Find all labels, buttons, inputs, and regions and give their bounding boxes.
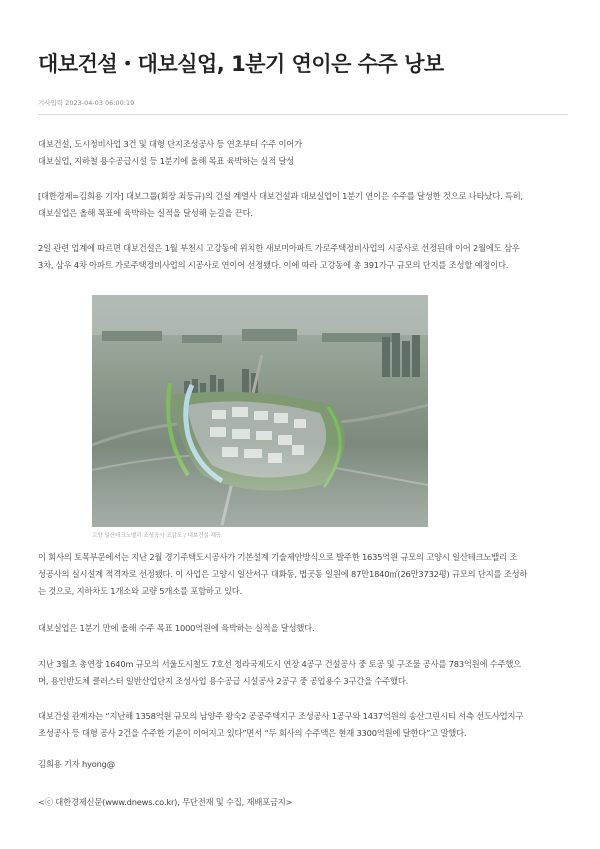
copyright-notice: <ⓒ 대한경제신문(www.dnews.co.kr), 무단전재 및 수집, 재배포금지>: [38, 797, 293, 807]
title-divider: [38, 114, 568, 115]
paragraph-5: [38, 656, 568, 690]
subhead-2: 대보실업, 지하철 용수공급시설 등 1분기에 올해 목표 육박하는 실적 달성: [38, 156, 295, 166]
paragraph-line: 대보실업은 1분기 만에 올해 수주 목표 1000억원에 육박하는 실적을 달성했다.: [38, 623, 315, 633]
aerial-rendering-image: [92, 295, 428, 527]
article-title: 대보건설・대보실업, 1분기 연이은 수주 낭보: [38, 52, 444, 76]
paragraph-line: 성공사의 실시설계 적격자로 선정됐다. 이 사업은 고양시 일산서구 대화동, 법곳동 일원에 87만1840㎡(26만3732평) 규모의 단지를 조성하: [38, 569, 528, 579]
subheads: [38, 136, 568, 170]
byline: [38, 756, 568, 773]
reporter-byline: 김희용 기자 hyong@: [38, 759, 115, 769]
paragraph-1: [38, 188, 568, 222]
photo-caption: 고양 일산테크노밸리 조성공사 조감도 / 대보건설 제공: [92, 533, 222, 539]
paragraph-3: [38, 549, 568, 600]
copyright: [38, 794, 568, 811]
paragraph-line: 대보실업은 올해 목표에 육박하는 실적을 달성해 눈길을 끈다.: [38, 208, 253, 218]
paragraph-line: 3차, 삼우 4차 아파트 가로주택정비사업의 시공사로 연이어 선정됐다. 이에 따라 고강동에 총 391가구 규모의 단지를 조성할 예정이다.: [38, 260, 509, 270]
paragraph-6: [38, 708, 568, 742]
paragraph-line: 이 회사의 토목부문에서는 지난 2월 경기주택도시공사가 기본설계 기술제안방식으로 발주한 1635억원 규모의 고양시 일산테크노밸리 조: [38, 552, 518, 562]
paragraph-line: 지난 3월초 총연장 1640m 규모의 서울도시철도 7호선 청라국제도시 연장 4공구 건설공사 중 토공 및 구조물 공사를 783억원에 수주했으: [38, 659, 522, 669]
paragraph-line: 며, 용인반도체 클러스터 일반산업단지 조성사업 용수공급 시설공사 2공구 중 공업용수 3구간을 수주했다.: [38, 676, 409, 686]
article-date: 기사입력 2023-04-03 06:00:19: [38, 99, 135, 107]
paragraph-line: 대보건설 관계자는 “지난해 1358억원 규모의 남양주 왕숙2 공공주택지구 조성공사 1공구와 1437억원의 송산그린시티 서측 선도사업지구: [38, 711, 524, 721]
paragraph-line: 2일 관련 업계에 따르면 대보건설은 1월 부천시 고강동에 위치한 새보미아파트 가로주택정비사업의 시공사로 선정된데 이어 2월에도 삼우: [38, 243, 520, 253]
subhead-1: 대보건설, 도시정비사업 3건 및 대형 단지조성공사 등 연초부터 수주 이어가: [38, 139, 302, 149]
paragraph-line: [대한경제=김희용 기자] 대보그룹(회장 최등규)의 건설 계열사 대보건설과 대보실업이 1분기 연이은 수주를 달성한 것으로 나타났다. 특히,: [38, 191, 523, 201]
paragraph-2: [38, 240, 568, 274]
paragraph-line: 는 것으로, 지하차도 1개소와 교량 5개소를 포함하고 있다.: [38, 586, 243, 596]
paragraph-4: [38, 620, 568, 637]
paragraph-line: 조성공사 등 대형 공사 2건을 수주한 기운이 이어지고 있다”면서 “두 회사의 수주액은 현재 3300억원에 달한다”고 말했다.: [38, 728, 467, 738]
